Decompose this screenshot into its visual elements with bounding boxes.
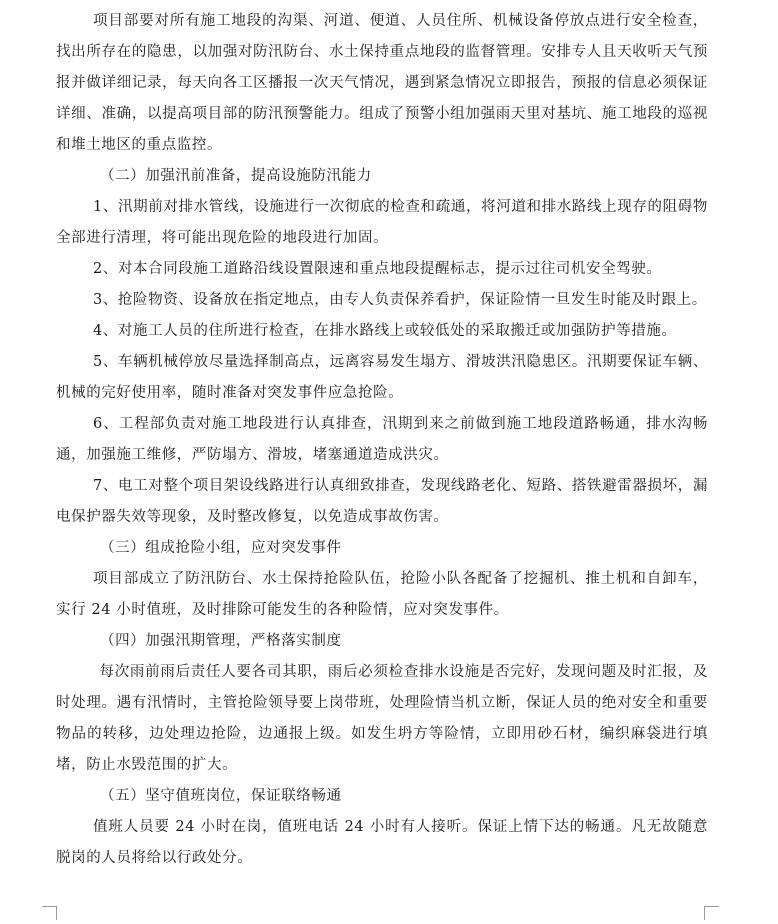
document-body (56, 6, 708, 874)
section-heading-2: （二）加强汛前准备，提高设施防汛能力 (100, 168, 372, 184)
paragraph-item-5: 5、车辆机械停放尽量选择制高点，远离容易发生塌方、滑坡洪汛隐患区。汛期要保证车辆、机械的完好使用率，随时准备对突发事件应急抢险。 (56, 354, 708, 401)
section-heading-4: （四）加强汛期管理，严格落实制度 (100, 633, 342, 649)
paragraph-item-4: 4、对施工人员的住所进行检查，在排水路线上或较低处的采取搬迁或加强防护等措施。 (92, 323, 677, 339)
paragraph-item-1: 1、汛期前对排水管线，设施进行一次彻底的检查和疏通，将河道和排水路线上现存的阻碍物全部进行清理，将可能出现危险的地段进行加固。 (56, 199, 708, 246)
paragraph-duty: 值班人员要 24 小时在岗，值班电话 24 小时有人接听。保证上情下达的畅通。凡无故随意脱岗的人员将给以行政处分。 (56, 819, 708, 866)
paragraph-item-6: 6、工程部负责对施工地段进行认真排查，汛期到来之前做到施工地段道路畅通，排水沟畅通，加强施工维修，严防塌方、滑坡，堵塞通道造成洪灾。 (56, 416, 708, 463)
paragraph-intro: 项目部要对所有施工地段的沟渠、河道、便道、人员住所、机械设备停放点进行安全检查，找出所存在的隐患，以加强对防汛防台、水土保持重点地段的监督管理。安排专人且天收听天气预报并做详细记录，每天向各工区播报一次天气情况，遇到紧急情况立即报告，预报的信息必须保证详细、准确，以提高项目部的防汛预警能力。组成了预警小组加强雨天里对基坑、施工地段的巡视和堆土地区的重点监控。 (56, 13, 708, 153)
section-heading-5: （五）坚守值班岗位，保证联络畅通 (100, 788, 342, 804)
paragraph-rescue-team: 项目部成立了防汛防台、水土保持抢险队伍，抢险小队各配备了挖掘机、推土机和自卸车，实行 24 小时值班，及时排除可能发生的各种险情，应对突发事件。 (56, 571, 708, 618)
page-corner-mark-left (42, 906, 57, 920)
section-heading-3: （三）组成抢险小组，应对突发事件 (100, 540, 342, 556)
paragraph-item-7: 7、电工对整个项目架设线路进行认真细致排查，发现线路老化、短路、搭铁避雷器损坏，漏电保护器失效等现象，及时整改修复，以免造成事故伤害。 (56, 478, 708, 525)
page-corner-mark-right (704, 906, 719, 920)
paragraph-flood-management: 每次雨前雨后责任人要各司其职，雨后必须检查排水设施是否完好，发现问题及时汇报，及时处理。遇有汛情时，主管抢险领导要上岗带班，处理险情当机立断，保证人员的绝对安全和重要物品的转移，边处理边抢险，边通报上级。如发生坍方等险情，立即用砂石材，编织麻袋进行填堵，防止水毁范围的扩大。 (56, 664, 708, 773)
paragraph-item-2: 2、对本合同段施工道路沿线设置限速和重点地段提醒标志，提示过往司机安全驾驶。 (92, 261, 662, 277)
paragraph-item-3: 3、抢险物资、设备放在指定地点，由专人负责保养看护，保证险情一旦发生时能及时跟上。 (92, 292, 707, 308)
